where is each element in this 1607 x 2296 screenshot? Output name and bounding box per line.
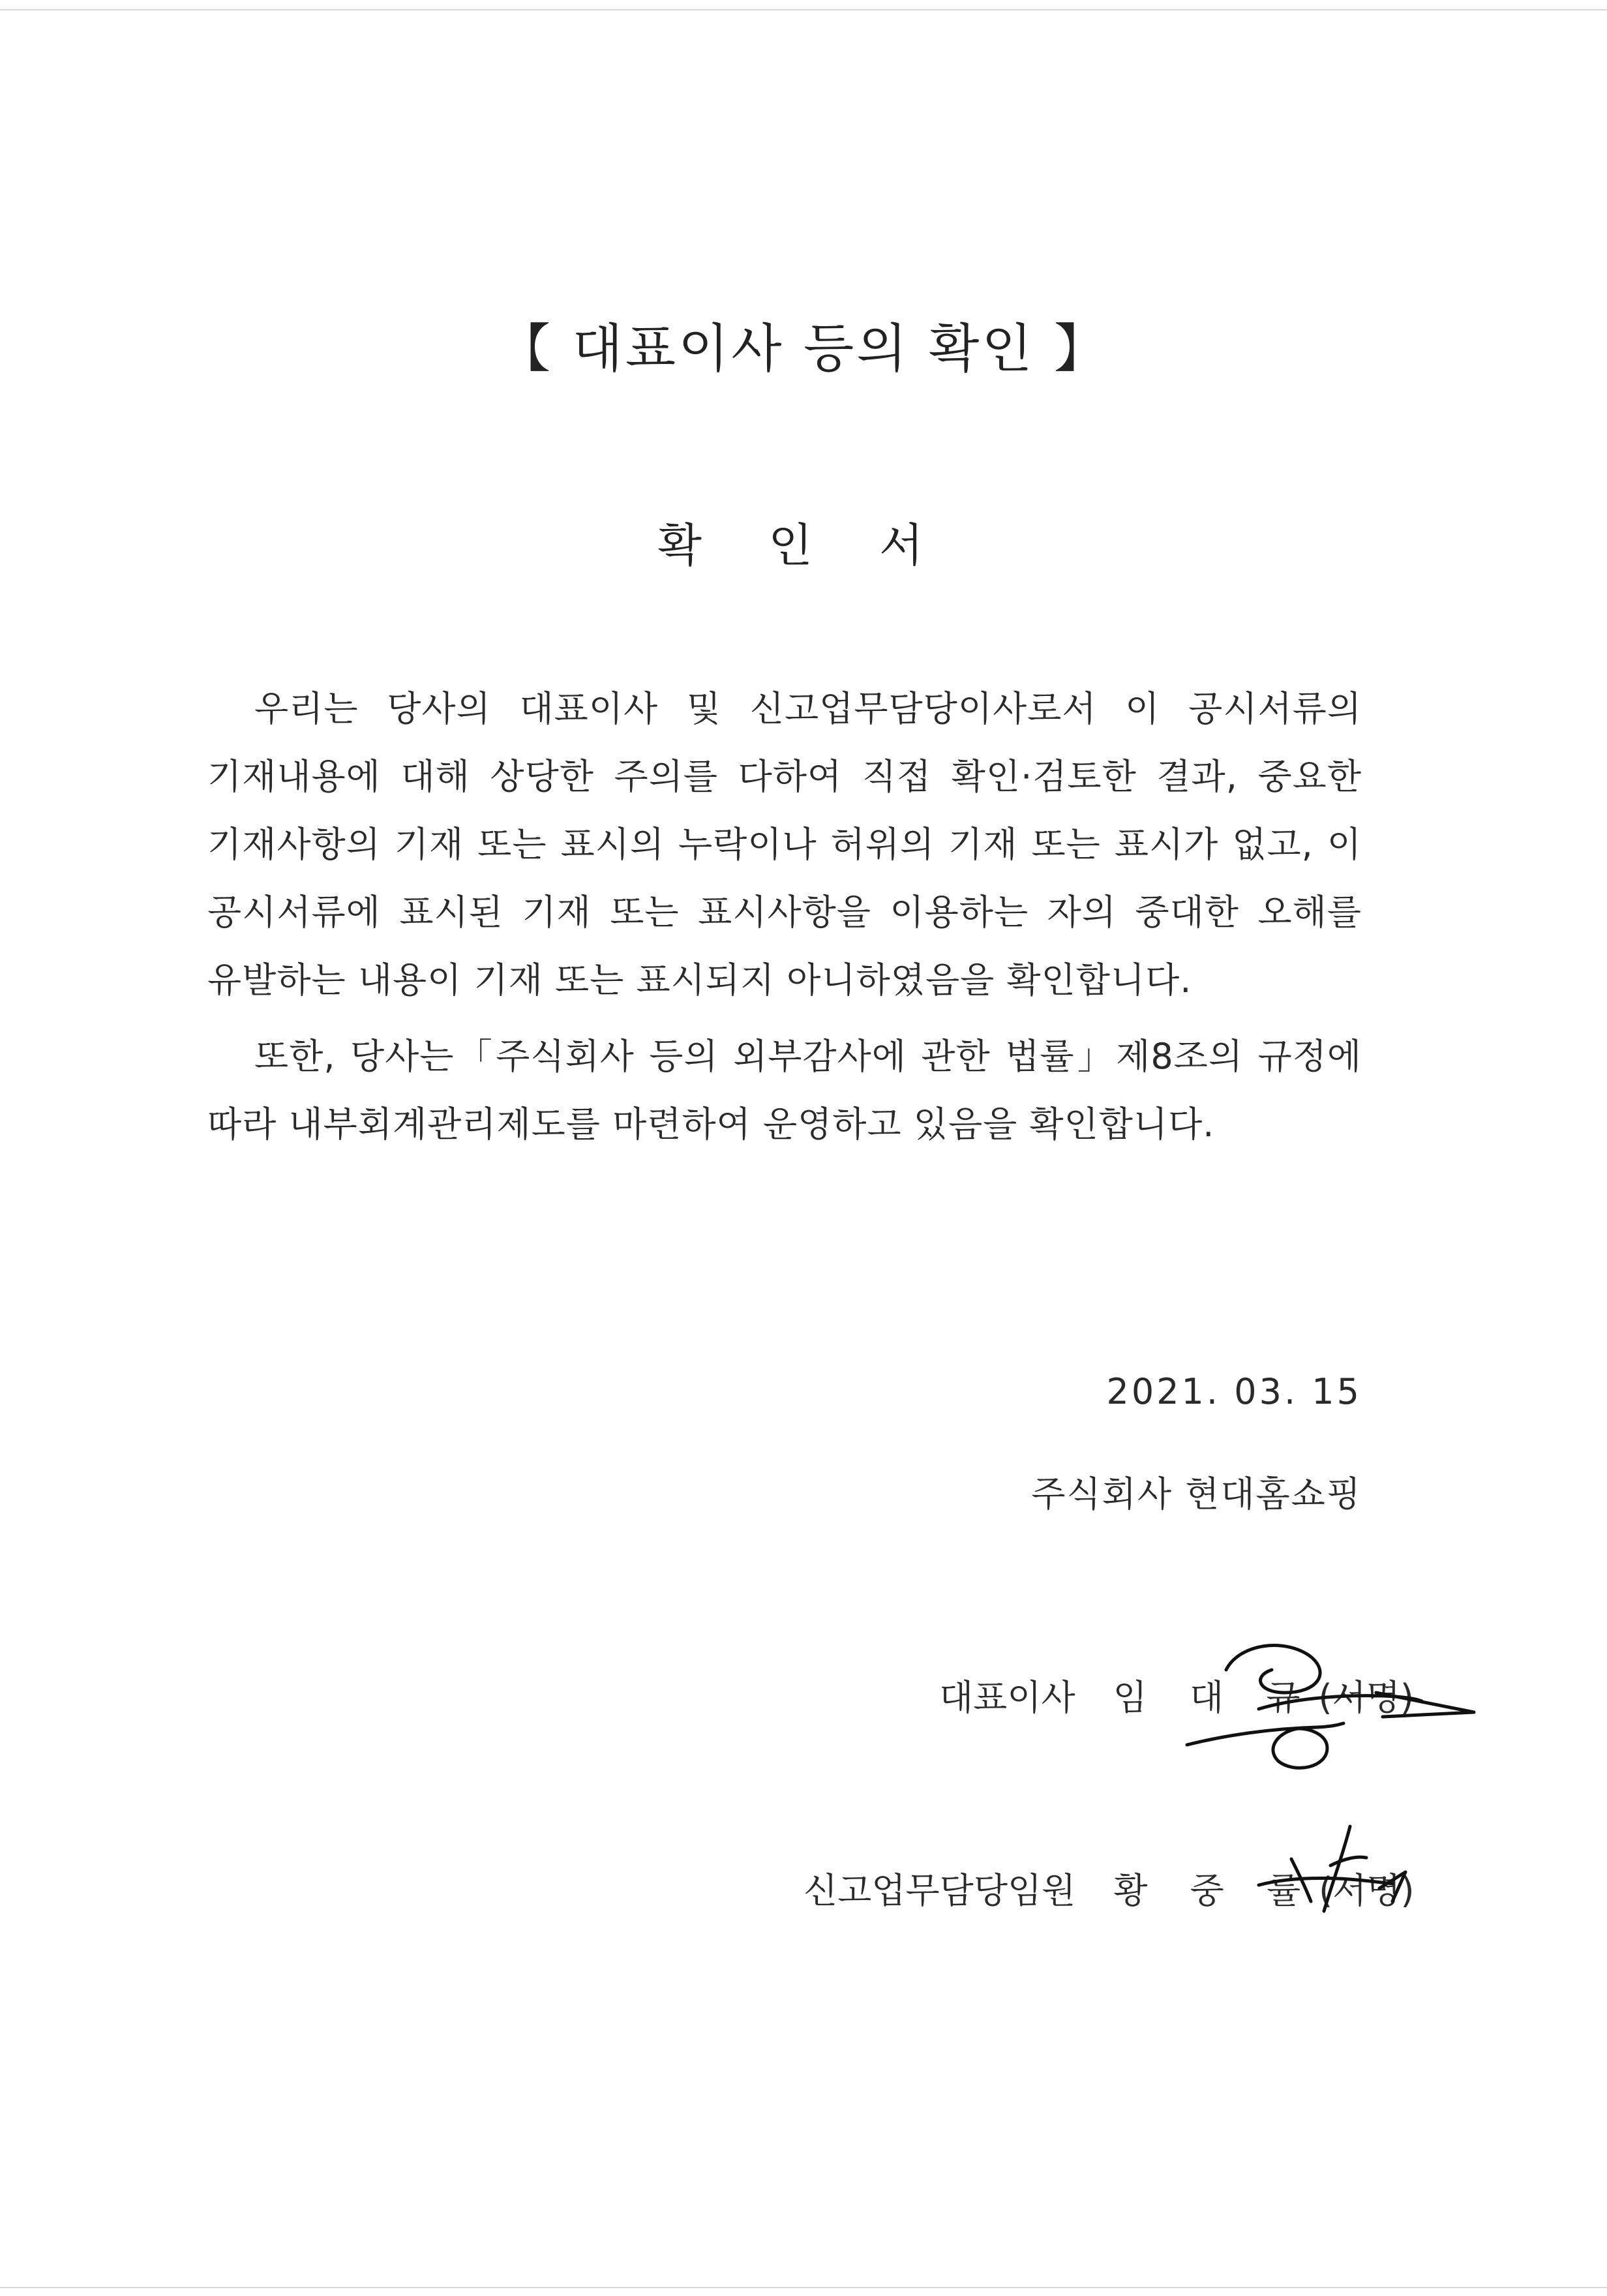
signatory-name: 임 대 규: [1113, 1677, 1316, 1718]
document-subtitle: 확 인 서: [657, 519, 950, 572]
company-name: 주식회사 현대홈쇼핑: [1031, 1473, 1362, 1515]
confirmation-paragraph-text: 우리는 당사의 대표이사 및 신고업무담당이사로서 이 공시서류의 기재내용에 대해 상당한 주의를 다하여 직접 확인·검토한 결과, 중요한 기재사항의 기재 또는 표시의 누락이나 허위의 기재 또는 표시가 없고, 이 공시서류에 표시된 기재 또는 표시사항을 이용하는 자의 중대한 오해를 유발하는 내용이 기재 또는 표시되지 아니하였음을 확인합니다.: [207, 688, 1362, 1001]
disclosure-officer-handwritten-signature: [1252, 1820, 1409, 1918]
signatory-role: 신고업무담당임원: [804, 1870, 1076, 1911]
internal-control-paragraph: [207, 1023, 1362, 1158]
scan-edge-bottom: [0, 2287, 1607, 2288]
signature-mark-label: (서명): [1319, 1870, 1415, 1911]
internal-control-paragraph-text: 또한, 당사는「주식회사 등의 외부감사에 관한 법률」제8조의 규정에 따라 내부회계관리제도를 마련하여 운영하고 있음을 확인합니다.: [207, 1036, 1362, 1145]
document-title: 【 대표이사 등의 확인 】: [498, 318, 1109, 379]
signatory-name: 황 중 률: [1113, 1870, 1317, 1911]
confirmation-paragraph: [207, 675, 1362, 1014]
signatory-role: 대표이사: [939, 1677, 1075, 1718]
signature-mark-label: (서명): [1318, 1677, 1414, 1718]
document-date: 2021. 03. 15: [1106, 1371, 1362, 1412]
scan-edge-top: [0, 9, 1607, 10]
ceo-handwritten-signature: [1187, 1631, 1487, 1774]
